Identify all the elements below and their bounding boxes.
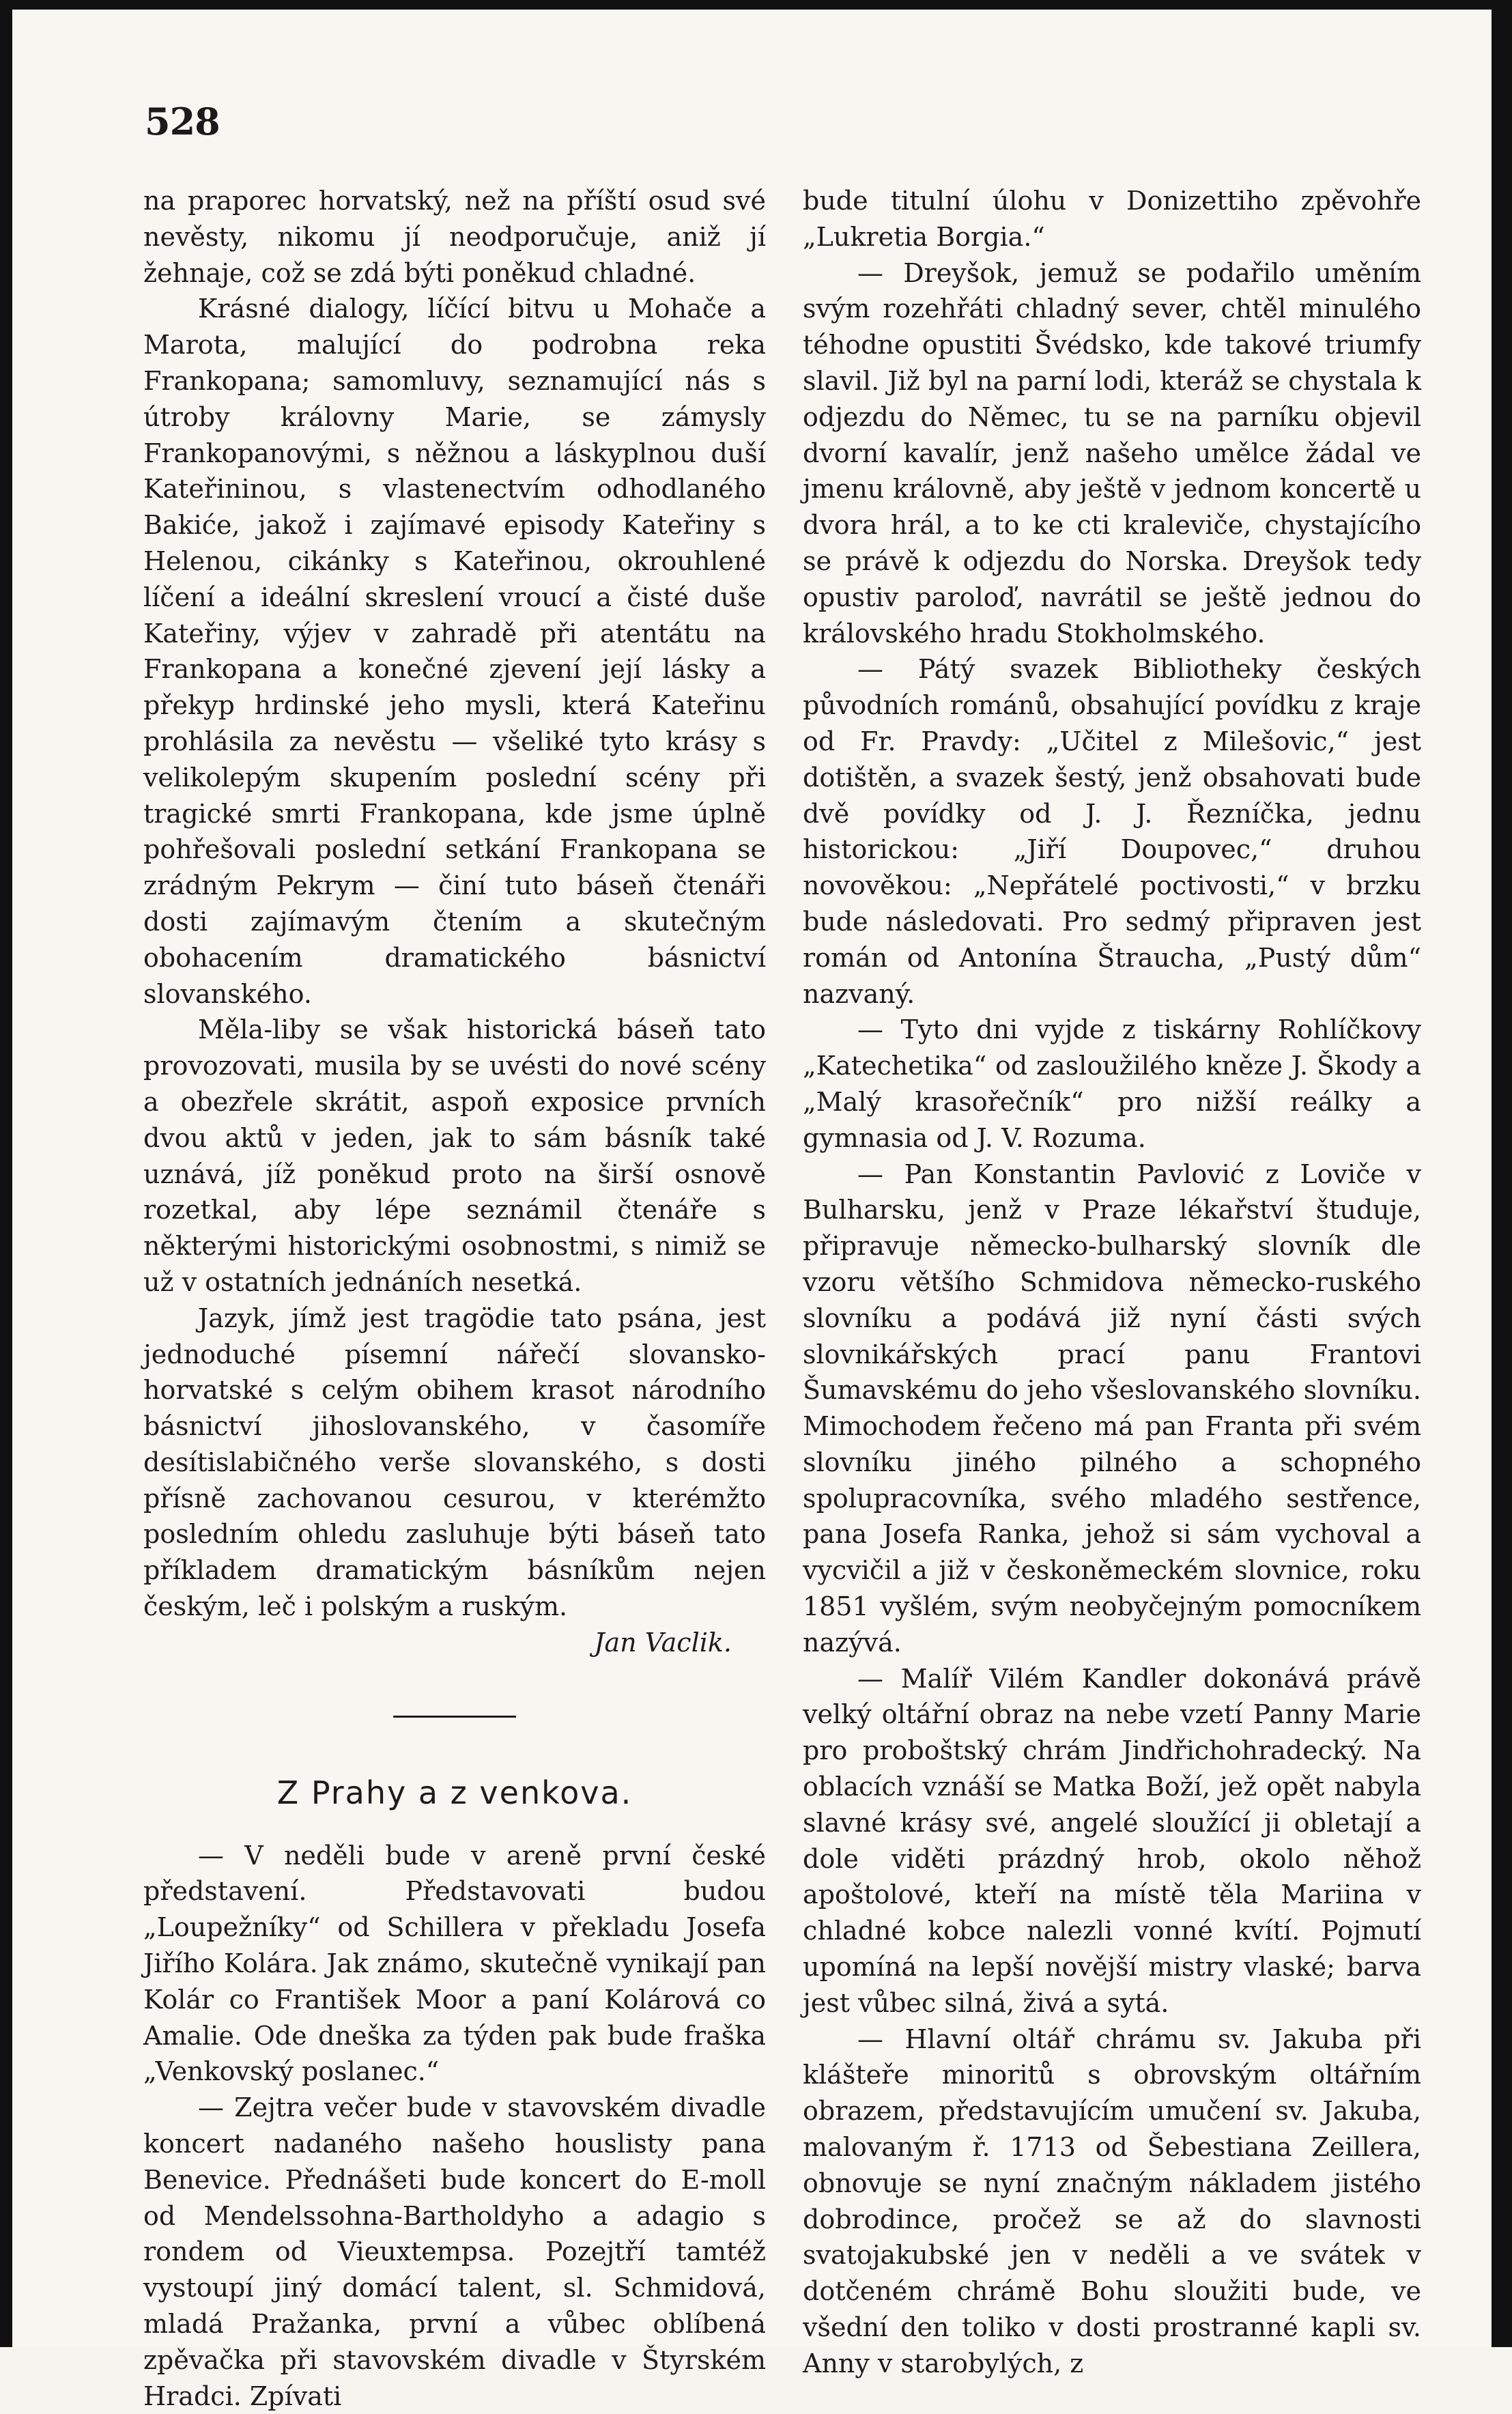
news-item: — Zejtra večer bude v stavovském divadle koncert nadaného našeho houslisty pana Benevice. Přednášeti bude koncert do E-moll od Mendelssohna-Bartholdyho a adagio s rondem od Vieuxtempsa. Pozejtří tamtéž vystoupí jiný domácí talent, sl. Schmidová, mladá Pražanka, první a vůbec oblíbená zpěvačka při stavovském divadle v Štyrském Hradci. Zpívati [143,2092,766,2411]
paragraph: Krásné dialogy, líčící bitvu u Mohače a Marota, malující do podrobna reka Frankopana; samomluvy, seznamující nás s útroby královny Marie, se zámysly Frankopanovými, s něžnou a láskyplnou duší Kateřininou, s vlastenectvím odhodlaného Bakiće, jakož i zajímavé episody Kateřiny s Helenou, cikánky s Kateřinou, okrouhlené líčení a ideální skreslení vroucí a čisté duše Kateřiny, výjev v zahradě při atentátu na Frankopana a konečné zjevení její lásky a překyp hrdinské jeho mysli, která Kateřinu prohlásila za nevěstu — všeliké tyto krásy s velikolepým skupením poslední scény při tragické smrti Frankopana, kde jsme úplně pohřešovali poslední setkání Frankopana se zrádným Pekrym — činí tuto báseň čtenáři dosti zajímavým čtením a skutečným obohacením dramatického básnictví slovanského. [143,294,766,1009]
news-item: — Dreyšok, jemuž se podařilo uměním svým rozehřáti chladný sever, chtěl minulého téhodne opustiti Švédsko, kde takové triumfy slavil. Již byl na parní lodi, kteráž se chystala k odjezdu do Němec, tu se na parníku objevil dvorní kavalír, jenž našeho umělce žádal ve jmenu královně, aby ještě v jednom koncertě u dvora hrál, a to ke cti kraleviče, chystajícího se právě k odjezdu do Norska. Dreyšok tedy opustiv paroloď, navrátil se ještě jednou do královského hradu Stokholmského. [803,257,1421,649]
news-item: — Malíř Vilém Kandler dokonává právě velký oltářní obraz na nebe vzetí Panny Marie pro proboštský chrám Jindřichohradecký. Na oblacích vznáší se Matka Boží, jež opět nabyla slavné krásy své, angelé sloužící ji obletají a dole viděti prázdný hrob, okolo něhož apoštolové, kteří na místě těla Mariina v chladné kobce nalezli vonné kvítí. Pojmutí upomíná na lepší novější mistry vlaské; barva jest vůbec silná, živá a sytá. [803,1663,1421,2018]
section-heading: Z Prahy a z venkova. [276,1774,633,1811]
news-item: — Pan Konstantin Pavlović z Loviče v Bulharsku, jenž v Praze lékařství študuje, připravuje německo-bulharský slovník dle vzoru většího Schmidova německo-ruského slovníku a podává již nyní části svých slovnikářských prací panu Frantovi Šumavskému do jeho všeslovanského slovníku. Mimochodem řečeno má pan Franta při svém slovníku jiného pilného a schopného spolupracovníka, svého mladého sestřence, pana Josefa Ranka, jehož si sám vychoval a vycvičil a již v českoněmeckém slovnice, roku 1851 vyšlém, svým neobyčejným pomocníkem nazývá. [803,1159,1421,1658]
news-item: — Pátý svazek Bibliotheky českých původních románů, obsahující povídku z kraje od Fr. Pravdy: „Učitel z Milešovic,“ jest dotištěn, a svazek šestý, jenž obsahovati bude dvě povídky od J. J. Řezníčka, jednu historickou: „Jiří Doupovec,“ druhou novověkou: „Nepřátelé poctivosti,“ v brzku bude následovati. Pro sedmý připraven jest román od Antonína Štraucha, „Pustý dům“ nazvaný. [803,654,1421,1009]
page-number: 528 [145,100,220,143]
paragraph: Měla-liby se však historická báseň tato provozovati, musila by se uvésti do nové scény a obezřele skrátit, aspoň exposice prvních dvou aktů v jeden, jak to sám básník také uznává, jíž poněkud proto na širší osnově rozetkal, aby lépe seznámil čtenáře s některými historickými osobnostmi, s nimiž se už v ostatních jednáních nesetká. [143,1014,766,1297]
paragraph: bude titulní úlohu v Donizettiho zpěvohře „Lukretia Borgia.“ [803,186,1421,252]
news-item: — Tyto dni vyjde z tiskárny Rohlíčkovy „Katechetika“ od zasloužilého kněze J. Škody a „Malý krasořečník“ pro nižší reálky a gymnasia od J. V. Rozuma. [803,1014,1421,1153]
section-divider [393,1716,516,1718]
news-item: — Hlavní oltář chrámu sv. Jakuba při klášteře minoritů s obrovským oltářním obrazem, představujícím umučení sv. Jakuba, malovaným ř. 1713 od Šebestiana Zeillera, obnovuje se nyní značným nákladem jistého dobrodince, pročež se až do slavnosti svatojakubské jen v neděli a ve svátek v dotčeném chrámě Bohu sloužiti bude, ve všední den toliko v dosti prostranné kapli sv. Anny v starobylých, z [803,2024,1421,2378]
news-item: — V neděli bude v areně první české představení. Představovati budou „Loupežníky“ od Schillera v překladu Josefa Jiřího Kolára. Jak známo, skutečně vynikají pan Kolár co František Moor a paní Kolárová co Amalie. Ode dneška za týden pak bude fraška „Venkovský poslanec.“ [143,1840,766,2087]
right-column [803,183,1421,2382]
author-signature: Jan Vaclik. [594,1627,732,1658]
paragraph: Jazyk, jímž jest tragödie tato psána, jest jednoduché písemní nářečí slovansko-horvatské s celým obihem krasot národního básnictví jihoslovanského, v časomíře desítislabičného verše slovanského, s dosti přísně zachovanou cesurou, v kterémžto posledním ohledu zasluhuje býti báseň tato příkladem dramatickým básníkům nejen českým, leč i polským a ruským. [143,1303,766,1622]
left-column [143,183,766,2414]
paragraph: na praporec horvatský, než na příští osud své nevěsty, nikomu jí neodporučuje, aniž jí žehnaje, což se zdá býti poněkud chladné. [143,186,766,288]
